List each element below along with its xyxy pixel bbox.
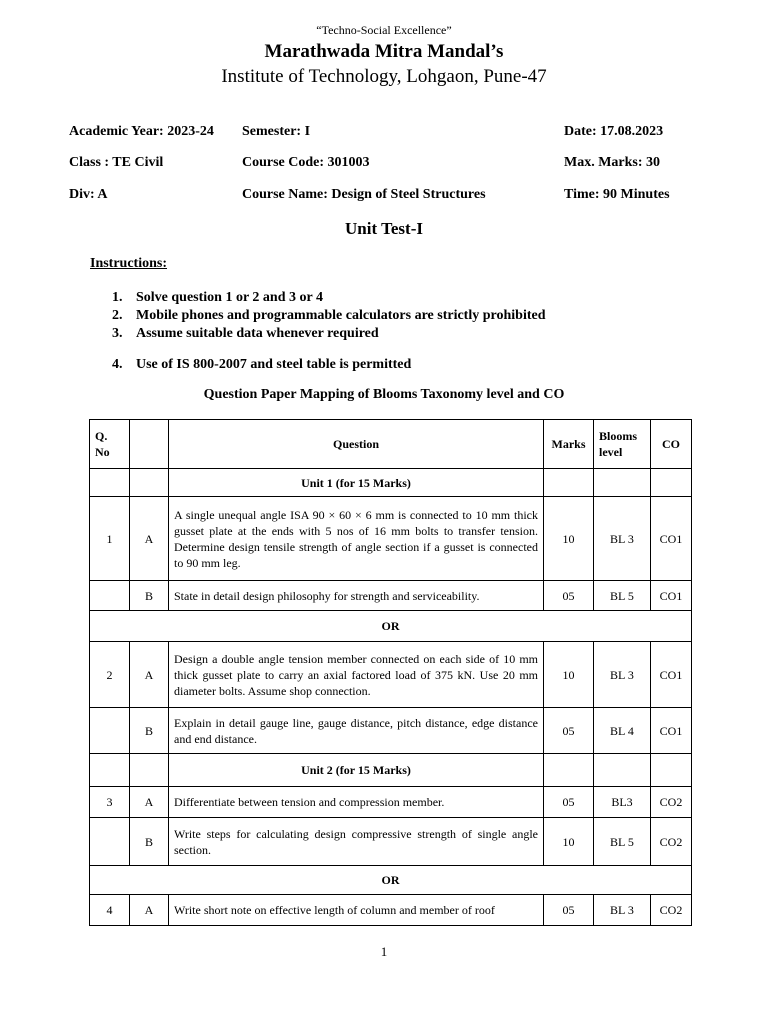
empty-cell [594, 754, 651, 787]
header-co: CO [651, 420, 692, 469]
question-cell: State in detail design philosophy for strength and serviceability. [169, 581, 544, 611]
part-cell: B [130, 818, 169, 866]
qno-cell: 2 [90, 642, 130, 708]
unit-2-heading: Unit 2 (for 15 Marks) [169, 754, 544, 787]
empty-cell [544, 754, 594, 787]
unit-heading-row [90, 469, 692, 497]
blooms-cell: BL 5 [594, 818, 651, 866]
table-row [90, 581, 692, 611]
marks-cell: 05 [544, 895, 594, 926]
part-cell: B [130, 581, 169, 611]
co-cell: CO1 [651, 708, 692, 754]
co-cell: CO1 [651, 497, 692, 581]
instruction-number: 1. [112, 290, 123, 305]
qno-cell [90, 818, 130, 866]
header-question: Question [169, 420, 544, 469]
or-label: OR [90, 866, 692, 895]
exam-time: Time: 90 Minutes [564, 187, 670, 202]
instructions-heading: Instructions: [90, 256, 168, 271]
instruction-item [112, 326, 379, 342]
table-row [90, 708, 692, 754]
motto: “Techno-Social Excellence” [316, 23, 452, 37]
instruction-text: Mobile phones and programmable calculators are strictly prohibited [136, 308, 546, 323]
instruction-text: Use of IS 800-2007 and steel table is permitted [136, 357, 412, 372]
class: Class : TE Civil [69, 155, 164, 170]
marks-cell: 10 [544, 642, 594, 708]
co-cell: CO2 [651, 818, 692, 866]
instruction-number: 3. [112, 326, 123, 341]
table-header-row [90, 420, 692, 469]
course-code: Course Code: 301003 [242, 155, 370, 170]
table-row [90, 818, 692, 866]
qno-cell: 3 [90, 787, 130, 818]
page-title: Unit Test-I [345, 219, 423, 238]
qno-cell: 4 [90, 895, 130, 926]
mapping-title: Question Paper Mapping of Blooms Taxonomy level and CO [203, 387, 565, 402]
empty-cell [90, 469, 130, 497]
header-part [130, 420, 169, 469]
or-label: OR [90, 611, 692, 642]
question-cell: Explain in detail gauge line, gauge distance, pitch distance, edge distance and end distance. [169, 708, 544, 754]
instruction-item [112, 357, 411, 373]
qno-cell [90, 708, 130, 754]
instruction-number: 4. [112, 357, 123, 372]
instruction-item [112, 290, 323, 306]
table-row [90, 787, 692, 818]
empty-cell [130, 469, 169, 497]
marks-cell: 05 [544, 708, 594, 754]
course-name: Course Name: Design of Steel Structures [242, 187, 486, 202]
marks-cell: 10 [544, 497, 594, 581]
empty-cell [544, 469, 594, 497]
header-qno: Q. No [90, 420, 130, 469]
academic-year: Academic Year: 2023-24 [69, 124, 214, 139]
max-marks: Max. Marks: 30 [564, 155, 661, 170]
blooms-cell: BL 5 [594, 581, 651, 611]
blooms-cell: BL 3 [594, 497, 651, 581]
part-cell: A [130, 642, 169, 708]
unit-1-heading: Unit 1 (for 15 Marks) [169, 469, 544, 497]
marks-cell: 05 [544, 581, 594, 611]
page-number: 1 [380, 944, 388, 959]
instruction-text: Solve question 1 or 2 and 3 or 4 [136, 290, 323, 305]
empty-cell [90, 754, 130, 787]
table-row [90, 895, 692, 926]
division: Div: A [69, 187, 108, 202]
instruction-text: Assume suitable data whenever required [136, 326, 379, 341]
qno-cell: 1 [90, 497, 130, 581]
institute-name: Institute of Technology, Lohgaon, Pune-47 [221, 66, 547, 87]
header-blooms: Blooms level [594, 420, 651, 469]
blooms-cell: BL3 [594, 787, 651, 818]
empty-cell [651, 469, 692, 497]
qno-cell [90, 581, 130, 611]
semester: Semester: I [242, 124, 311, 139]
marks-cell: 10 [544, 818, 594, 866]
blooms-cell: BL 3 [594, 895, 651, 926]
co-cell: CO1 [651, 581, 692, 611]
unit-heading-row [90, 754, 692, 787]
instruction-number: 2. [112, 308, 123, 323]
instruction-item [112, 308, 546, 324]
exam-date: Date: 17.08.2023 [564, 124, 664, 139]
co-cell: CO2 [651, 895, 692, 926]
organization-name: Marathwada Mitra Mandal’s [264, 41, 504, 62]
part-cell: A [130, 787, 169, 818]
question-cell: A single unequal angle ISA 90 × 60 × 6 mm is connected to 10 mm thick gusset plate at the ends with 5 nos of 16 mm bolts to transfer tension. Determine design tensile strength of angle section if a gusset is connected to 90 mm leg. [169, 497, 544, 581]
question-cell: Differentiate between tension and compression member. [169, 787, 544, 818]
empty-cell [130, 754, 169, 787]
co-cell: CO1 [651, 642, 692, 708]
question-cell: Write short note on effective length of column and member of roof [169, 895, 544, 926]
empty-cell [594, 469, 651, 497]
part-cell: B [130, 708, 169, 754]
table-row [90, 642, 692, 708]
marks-cell: 05 [544, 787, 594, 818]
blooms-cell: BL 4 [594, 708, 651, 754]
question-paper-table [89, 419, 692, 926]
blooms-cell: BL 3 [594, 642, 651, 708]
co-cell: CO2 [651, 787, 692, 818]
empty-cell [651, 754, 692, 787]
or-row [90, 866, 692, 895]
header-marks: Marks [544, 420, 594, 469]
question-cell: Write steps for calculating design compressive strength of single angle section. [169, 818, 544, 866]
part-cell: A [130, 497, 169, 581]
table-row [90, 497, 692, 581]
question-cell: Design a double angle tension member connected on each side of 10 mm thick gusset plate to carry an axial factored load of 375 kN. Use 20 mm diameter bolts. Assume shop connection. [169, 642, 544, 708]
part-cell: A [130, 895, 169, 926]
or-row [90, 611, 692, 642]
